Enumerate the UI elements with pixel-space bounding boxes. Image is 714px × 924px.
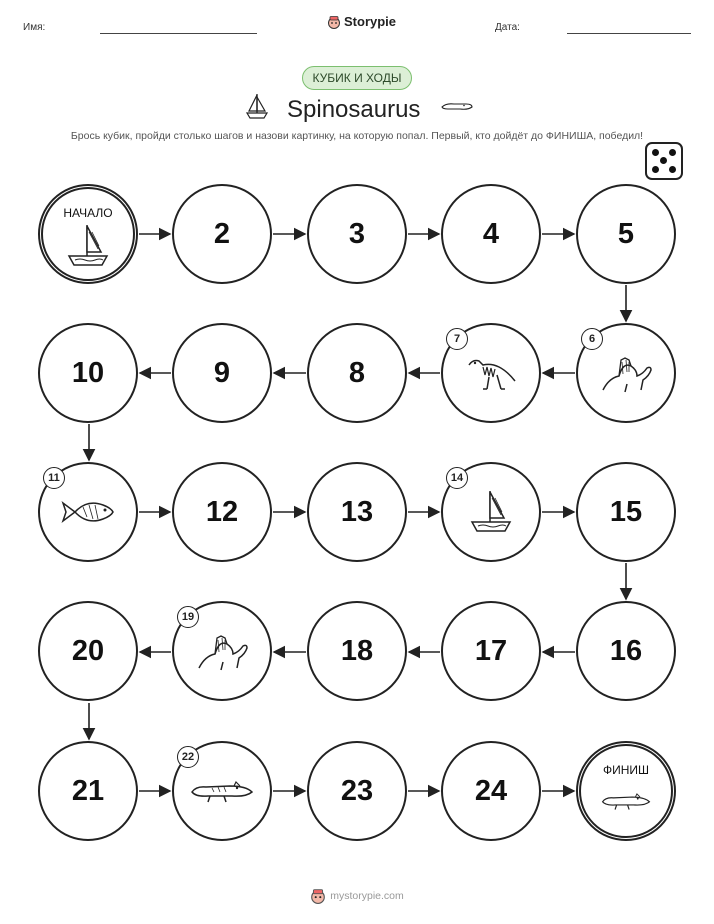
- space-12: [172, 462, 272, 562]
- space-number: 12: [205, 495, 239, 528]
- page-title: Spinosaurus: [287, 96, 421, 123]
- sailboat-icon: [65, 222, 111, 268]
- space-10: [38, 323, 138, 423]
- space-number: 5: [617, 217, 635, 250]
- start-space: [38, 184, 138, 284]
- dinosaur-skeleton-icon: [463, 353, 519, 393]
- space-7: [441, 323, 541, 423]
- space-18: [307, 601, 407, 701]
- space-number: 18: [340, 634, 374, 667]
- instructions: Брось кубик, пройди столько шагов и назови картинку, на которую попал. Первый, кто дойдёт до ФИНИША, победил!: [70, 130, 644, 142]
- space-number: 3: [348, 217, 366, 250]
- space-badge: 14: [446, 467, 468, 489]
- storypie-icon: [310, 888, 326, 904]
- footer-url: mystorypie.com: [330, 890, 404, 902]
- space-badge: 7: [446, 328, 468, 350]
- space-number: 2: [213, 217, 231, 250]
- spinosaurus-icon: [597, 350, 655, 396]
- space-6: [576, 323, 676, 423]
- space-number: 24: [474, 774, 508, 807]
- finish-label: ФИНИШ: [602, 763, 650, 777]
- space-number: 9: [213, 356, 231, 389]
- space-3: [307, 184, 407, 284]
- space-4: [441, 184, 541, 284]
- space-badge: 11: [43, 467, 65, 489]
- space-badge: 6: [581, 328, 603, 350]
- date-label: Дата:: [495, 22, 520, 33]
- brand-name: Storypie: [344, 14, 397, 29]
- space-14: [441, 462, 541, 562]
- footer: [0, 888, 714, 904]
- space-17: [441, 601, 541, 701]
- space-13: [307, 462, 407, 562]
- space-21: [38, 741, 138, 841]
- space-number: 13: [340, 495, 374, 528]
- space-number: 15: [609, 495, 643, 528]
- space-9: [172, 323, 272, 423]
- space-number: 16: [609, 634, 643, 667]
- space-badge: 19: [177, 606, 199, 628]
- space-15: [576, 462, 676, 562]
- start-label: НАЧАЛО: [63, 206, 113, 220]
- space-number: 4: [482, 217, 500, 250]
- space-number: 10: [71, 356, 105, 389]
- game-type-tag: КУБИК И ХОДЫ: [302, 66, 413, 90]
- space-number: 23: [340, 774, 374, 807]
- space-24: [441, 741, 541, 841]
- space-number: 20: [71, 634, 105, 667]
- space-badge: 22: [177, 746, 199, 768]
- space-19: [172, 601, 272, 701]
- space-22: [172, 741, 272, 841]
- fish-icon: [61, 495, 115, 529]
- crocodile-icon: [190, 778, 254, 804]
- finish-space: [576, 741, 676, 841]
- space-number: 21: [71, 774, 105, 807]
- name-label: Имя:: [23, 22, 46, 33]
- space-11: [38, 462, 138, 562]
- space-8: [307, 323, 407, 423]
- space-2: [172, 184, 272, 284]
- space-23: [307, 741, 407, 841]
- space-16: [576, 601, 676, 701]
- crocodile-icon: [601, 790, 651, 812]
- space-20: [38, 601, 138, 701]
- space-number: 8: [348, 356, 366, 389]
- sailboat-icon: [468, 488, 514, 536]
- space-5: [576, 184, 676, 284]
- space-number: 17: [474, 634, 508, 667]
- spinosaurus-icon: [193, 628, 251, 674]
